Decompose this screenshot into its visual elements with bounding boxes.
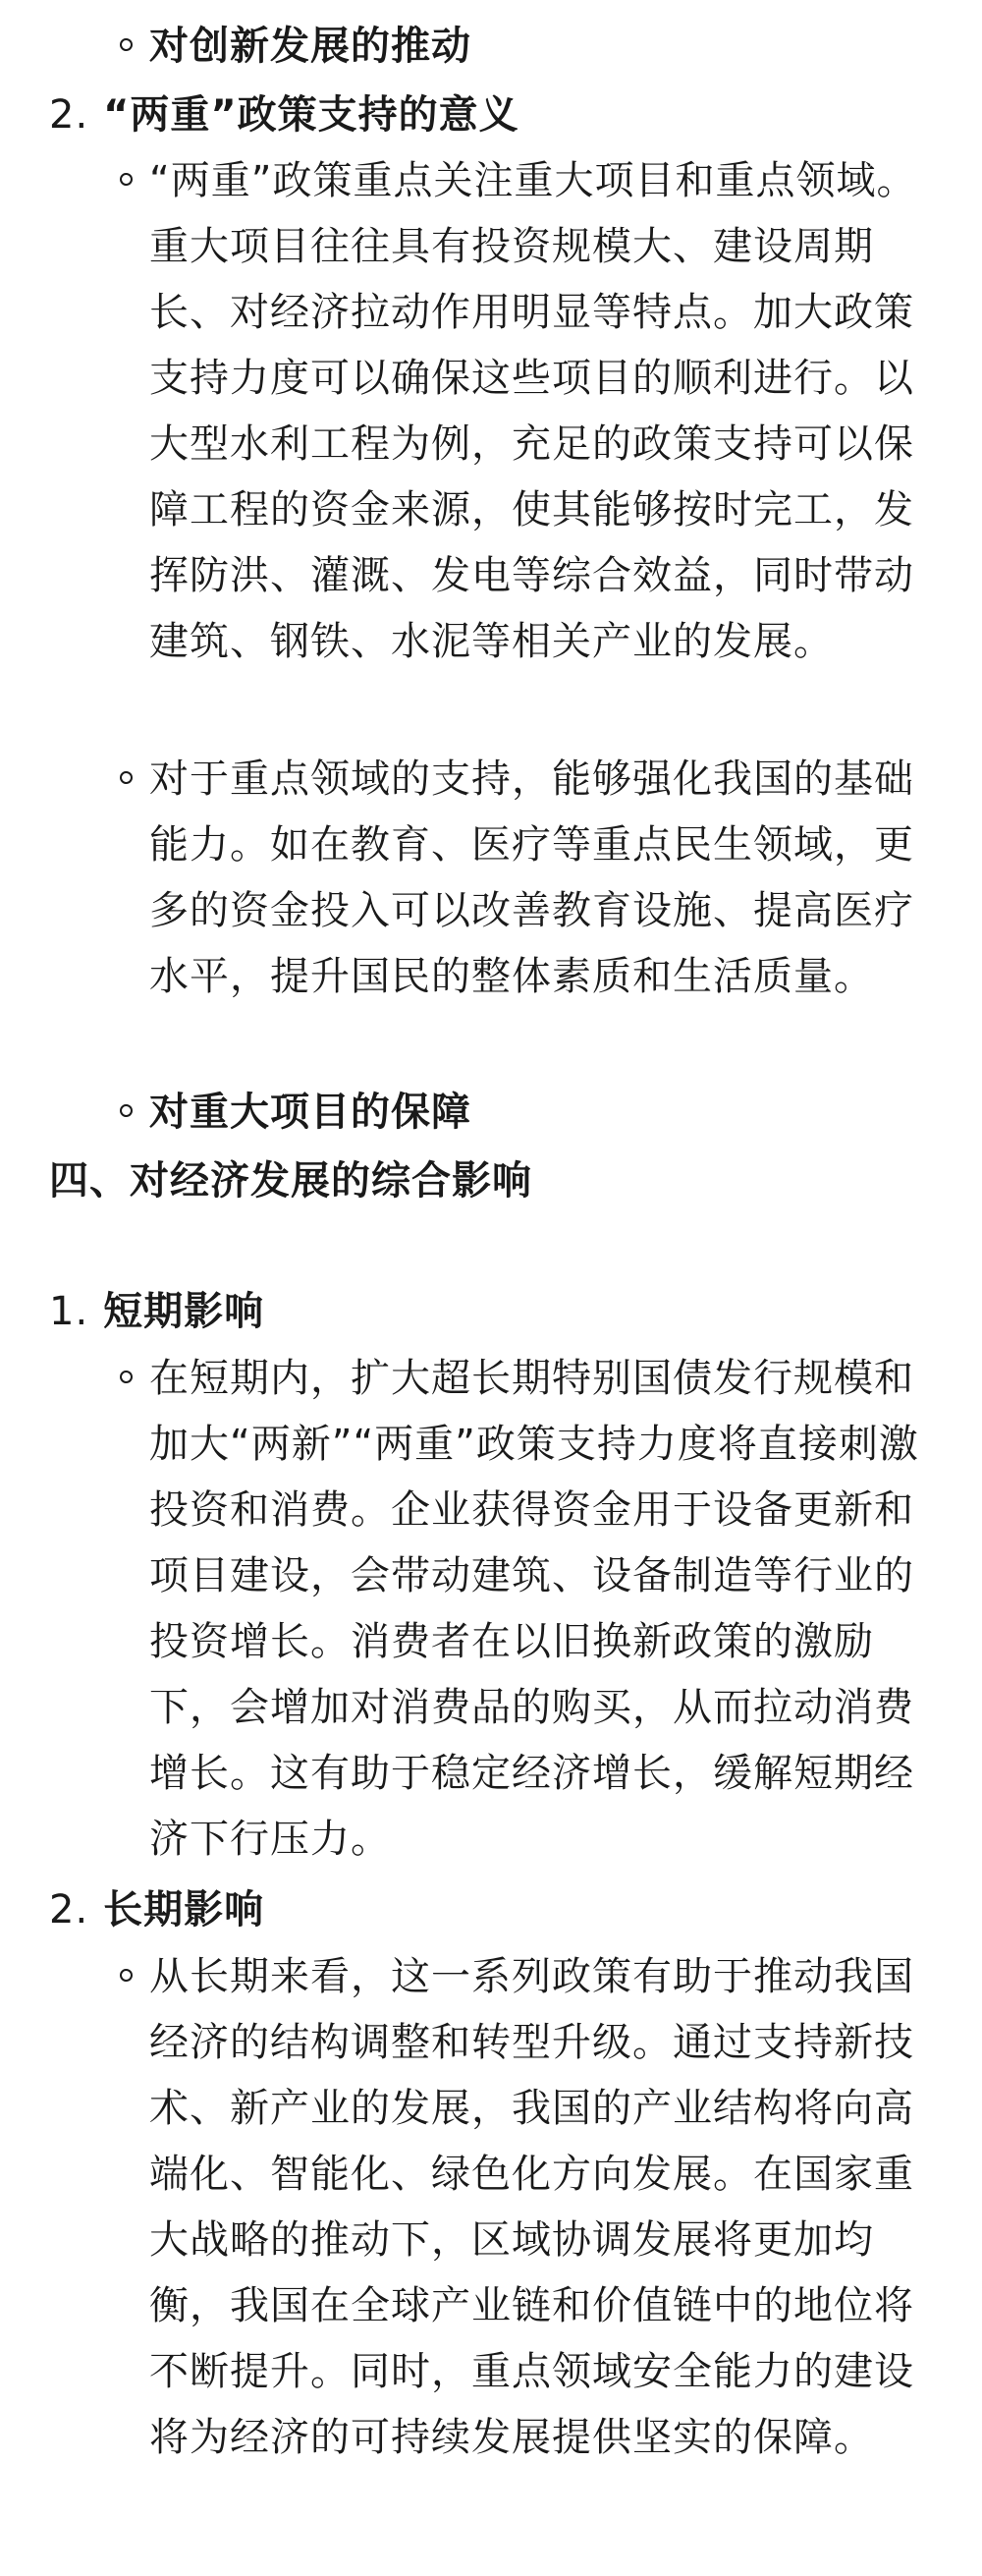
paragraph: 从长期来看，这一系列政策有助于推动我国经济的结构调整和转型升级。通过支持新技术、新产业的发展，我国的产业结构将向高端化、智能化、绿色化方向发展。在国家重大战略的推动下，区域协调发展将更加均衡，我国在全球产业链和价值链中的地位将不断提升。同时，重点领域安全能力的建设将为经济的可持续发展提供坚实的保障。	[149, 1954, 914, 2460]
list-item-major-projects	[120, 148, 937, 675]
item-title: 长期影响	[103, 1887, 265, 1932]
numbered-item-short-term	[49, 1279, 933, 1345]
hollow-bullet-icon	[120, 1371, 133, 1383]
list-item-text: 对重大项目的保障	[149, 1090, 471, 1135]
hollow-bullet-icon	[120, 1969, 133, 1982]
paragraph: 对于重点领域的支持，能够强化我国的基础能力。如在教育、医疗等重点民生领域，更多的资金投入可以改善教育设施、提高医疗水平，提升国民的整体素质和生活质量。	[149, 756, 914, 999]
list-item-key-areas	[120, 747, 937, 1010]
numbered-item-two-priorities	[49, 83, 933, 148]
item-number: 2.	[49, 92, 89, 138]
list-item-long-term-effect	[120, 1944, 937, 2471]
list-item-innovation	[120, 14, 937, 80]
item-title: “两重”政策支持的意义	[103, 92, 519, 138]
hollow-bullet-icon	[120, 38, 133, 51]
list-item-short-term-effect	[120, 1346, 937, 1873]
paragraph: “两重”政策重点关注重大项目和重点领域。重大项目往往具有投资规模大、建设周期长、对经济拉动作用明显等特点。加大政策支持力度可以确保这些项目的顺利进行。以大型水利工程为例，充足的政策支持可以保障工程的资金来源，使其能够按时完工，发挥防洪、灌溉、发电等综合效益，同时带动建筑、钢铁、水泥等相关产业的发展。	[149, 158, 917, 664]
paragraph: 在短期内，扩大超长期特别国债发行规模和加大“两新”“两重”政策支持力度将直接刺激投资和消费。企业获得资金用于设备更新和项目建设，会带动建筑、设备制造等行业的投资增长。消费者在以旧换新政策的激励下，会增加对消费品的购买，从而拉动消费增长。这有助于稳定经济增长，缓解短期经济下行压力。	[149, 1356, 919, 1862]
hollow-bullet-icon	[120, 173, 133, 186]
item-number: 1.	[49, 1289, 89, 1334]
item-title: 短期影响	[103, 1289, 265, 1334]
section-heading: 四、对经济发展的综合影响	[49, 1158, 532, 1204]
numbered-item-long-term	[49, 1877, 933, 1943]
hollow-bullet-icon	[120, 771, 133, 784]
hollow-bullet-icon	[120, 1104, 133, 1117]
item-number: 2.	[49, 1887, 89, 1932]
list-item-project-guarantee	[120, 1080, 937, 1146]
list-item-text: 对创新发展的推动	[149, 24, 471, 69]
